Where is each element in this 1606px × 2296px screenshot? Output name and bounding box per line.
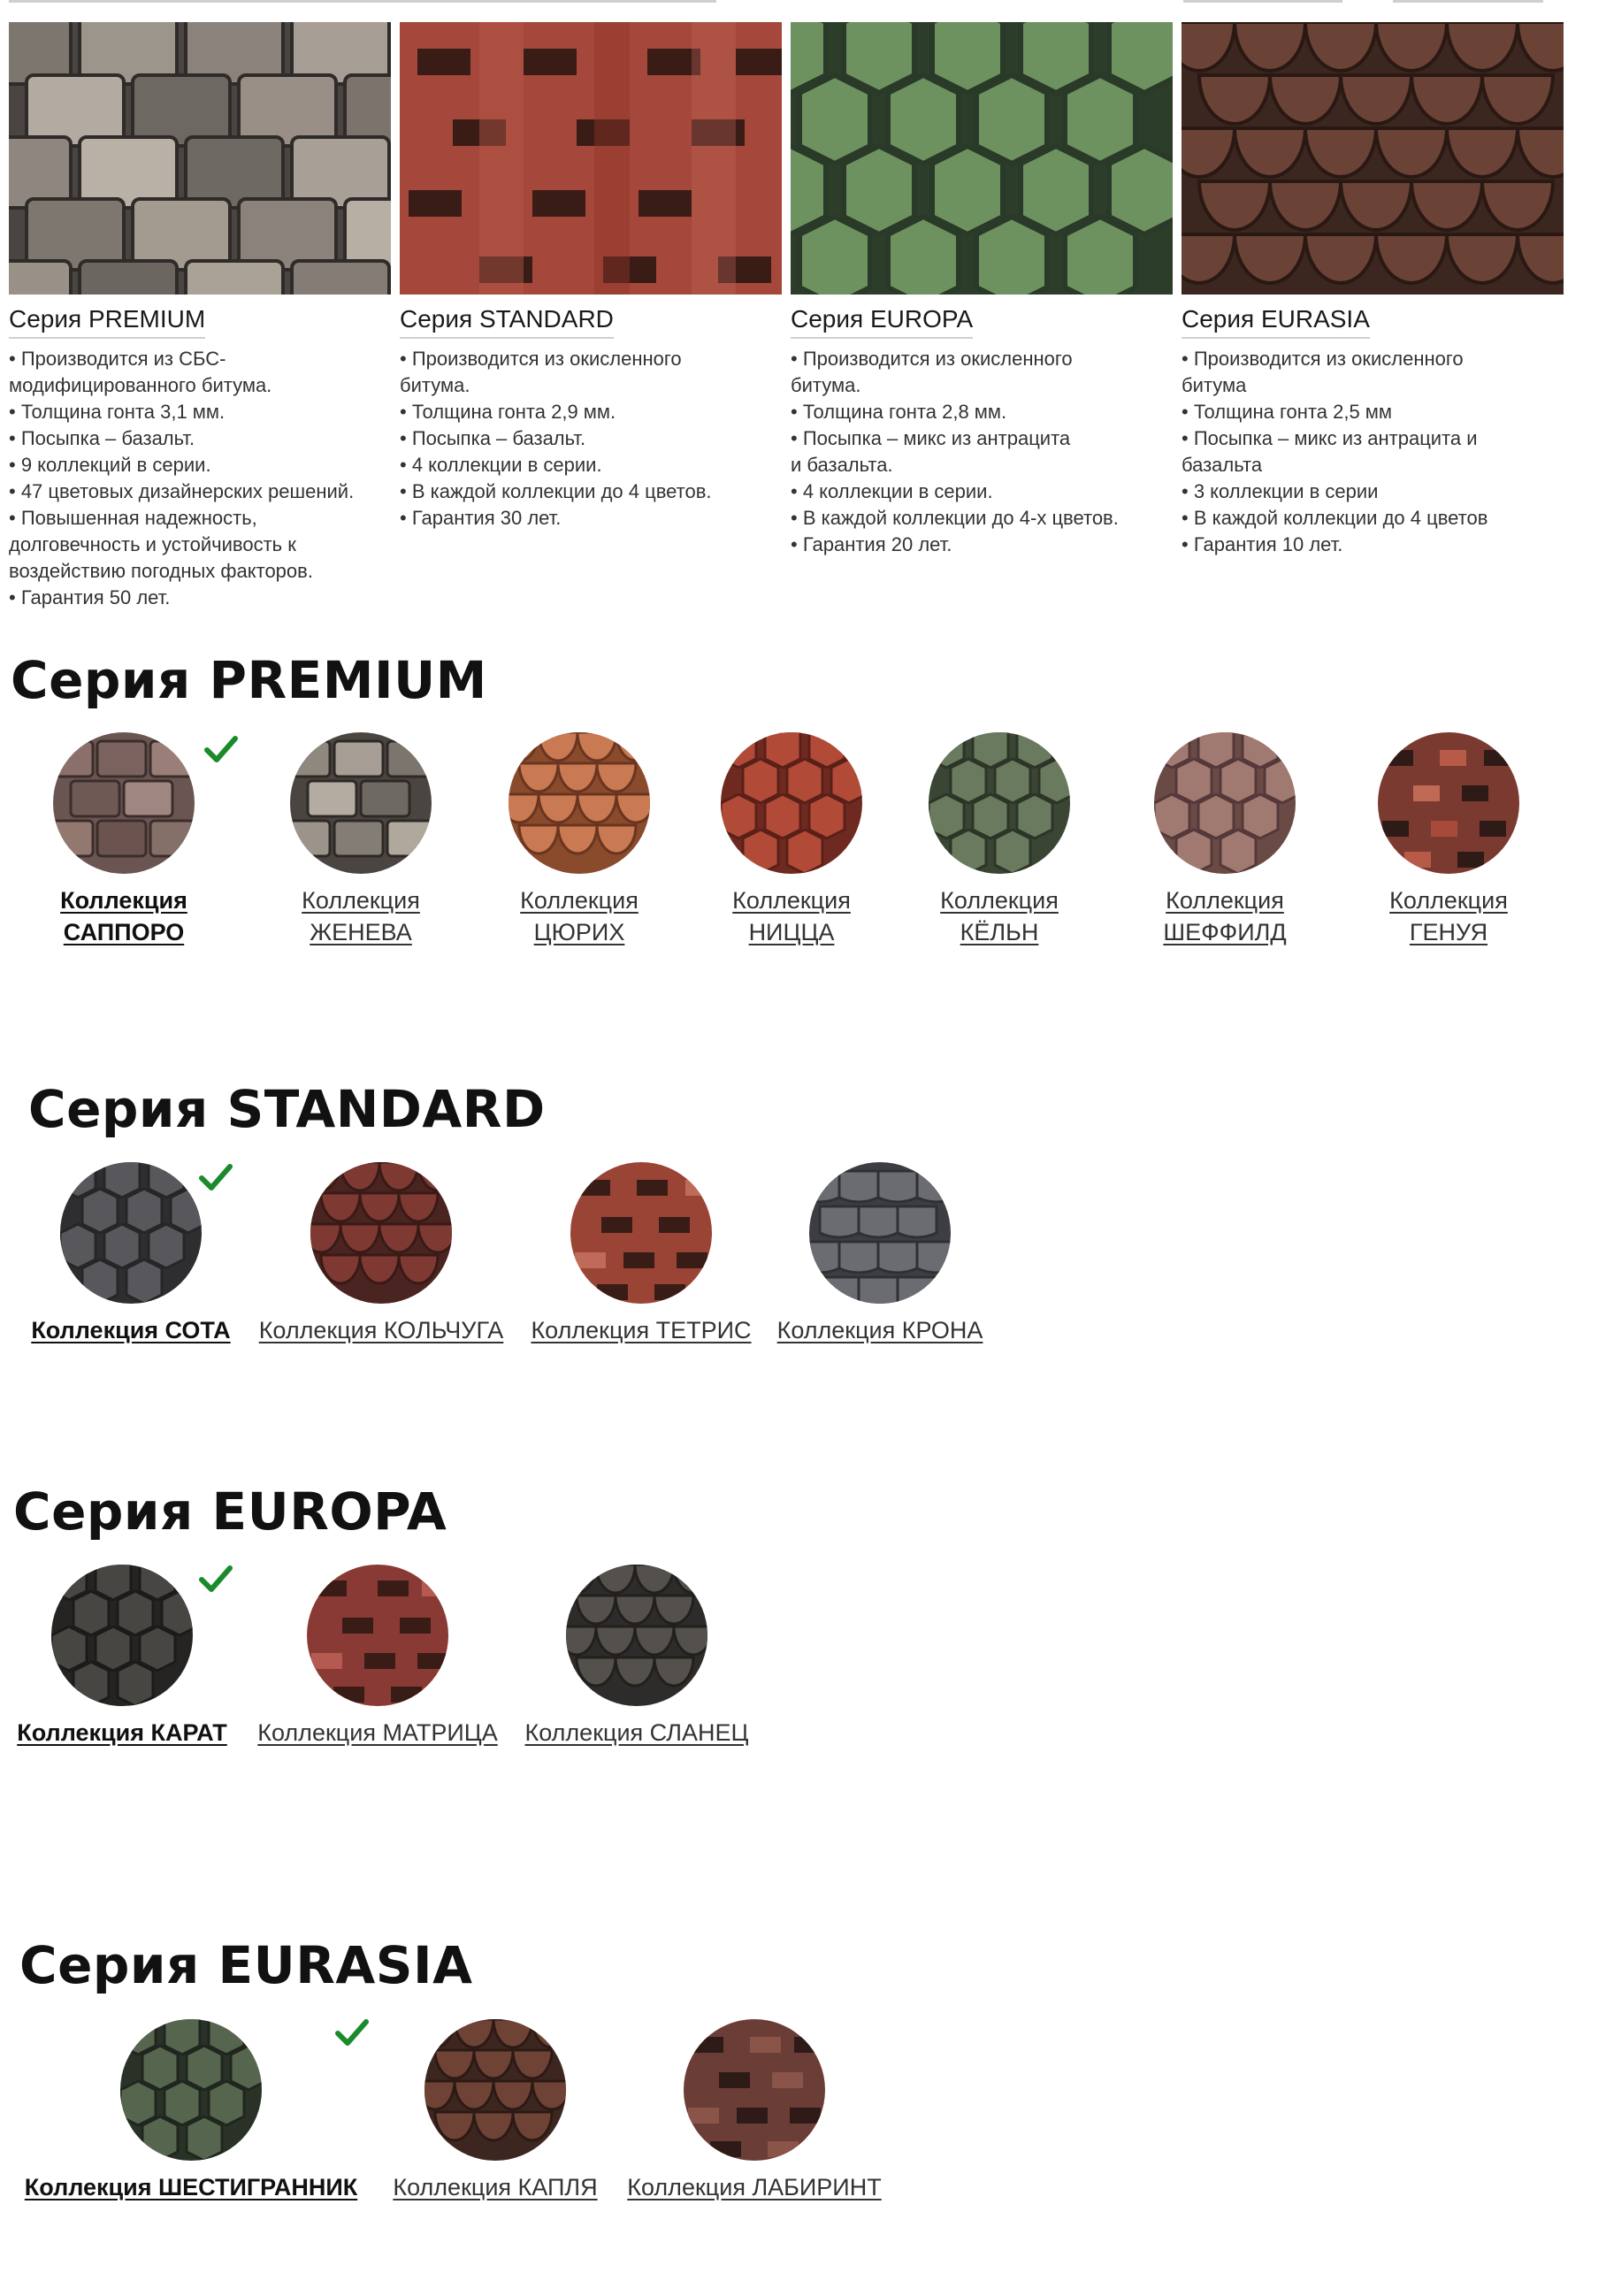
collection-kaplya[interactable] (380, 2019, 610, 2203)
feature-line: • В каждой коллекции до 4 цветов. (400, 480, 712, 502)
collection-label: Коллекция КАПЛЯ (393, 2174, 598, 2200)
collection-label: Коллекция ЖЕНЕВА (302, 887, 420, 945)
card-title-premium[interactable]: Серия PREMIUM (9, 302, 205, 339)
selected-check-icon (203, 734, 239, 764)
card-title-standard[interactable]: Серия STANDARD (400, 302, 614, 339)
collection-label: Коллекция ЛАБИРИНТ (627, 2174, 882, 2200)
genoa-swatch (1378, 732, 1519, 874)
feature-line: • 4 коллекции в серии. (791, 480, 993, 502)
feature-line: • Производится из СБС- (9, 348, 226, 370)
collection-zurich[interactable] (491, 732, 668, 948)
feature-line: • Гарантия 20 лет. (791, 533, 952, 555)
feature-line: битума (1182, 374, 1247, 396)
feature-line: • Толщина гонта 2,8 мм. (791, 401, 1007, 423)
feature-line: • Посыпка – микс из антрацита и (1182, 427, 1478, 449)
card-features-europa (791, 346, 1173, 558)
feature-line: • Посыпка – микс из антрацита (791, 427, 1071, 449)
selected-check-icon (334, 2017, 370, 2047)
feature-line: • Повышенная надежность, (9, 507, 257, 529)
feature-line: • В каждой коллекции до 4 цветов (1182, 507, 1488, 529)
collection-genoa[interactable] (1360, 732, 1537, 948)
feature-line: и базальта. (791, 454, 893, 476)
collection-koln[interactable] (911, 732, 1088, 948)
collection-shestigrannik[interactable] (14, 2019, 368, 2203)
collection-matrica[interactable] (249, 1565, 506, 1749)
collection-geneva[interactable] (272, 732, 449, 948)
karat-swatch (51, 1565, 193, 1706)
feature-line: модифицированного битума. (9, 374, 272, 396)
feature-line: • В каждой коллекции до 4-х цветов. (791, 507, 1119, 529)
shestigrannik-swatch (120, 2019, 262, 2161)
collection-label: Коллекция СЛАНЕЦ (524, 1719, 749, 1746)
koln-swatch (929, 732, 1070, 874)
series-card-standard (400, 22, 782, 532)
kaplya-swatch (424, 2019, 566, 2161)
selected-check-icon (198, 1564, 233, 1594)
section-title-standard: Серия STANDARD (28, 1079, 546, 1139)
feature-line: долговечность и устойчивость к (9, 533, 296, 555)
labirint-swatch (684, 2019, 825, 2161)
feature-line: битума. (400, 374, 470, 396)
collection-labirint[interactable] (622, 2019, 887, 2203)
top-underline-right-a (1183, 0, 1342, 3)
feature-line: • Посыпка – базальт. (400, 427, 586, 449)
feature-line: • Производится из окисленного (791, 348, 1073, 370)
feature-line: • Производится из окисленного (1182, 348, 1464, 370)
collection-label: Коллекция САППОРО (60, 887, 187, 945)
geneva-swatch (290, 732, 432, 874)
feature-line: • Гарантия 10 лет. (1182, 533, 1343, 555)
section-title-eurasia: Серия EURASIA (19, 1935, 473, 1995)
matrica-swatch (307, 1565, 448, 1706)
collection-label: Коллекция ШЕФФИЛД (1163, 887, 1287, 945)
kolchuga-swatch (310, 1162, 452, 1304)
card-features-standard (400, 346, 782, 532)
feature-line: • 4 коллекции в серии. (400, 454, 602, 476)
series-card-premium (9, 22, 391, 611)
slanec-swatch (566, 1565, 707, 1706)
feature-line: • Толщина гонта 2,5 мм (1182, 401, 1393, 423)
eurasia-shingle-photo[interactable] (1182, 22, 1564, 295)
collection-label: Коллекция СОТА (31, 1317, 231, 1343)
feature-line: • Толщина гонта 3,1 мм. (9, 401, 226, 423)
feature-line: воздействию погодных факторов. (9, 560, 313, 582)
collection-label: Коллекция ЦЮРИХ (520, 887, 639, 945)
feature-line: • Толщина гонта 2,9 мм. (400, 401, 616, 423)
premium-shingle-photo[interactable] (9, 22, 391, 295)
collection-nice[interactable] (703, 732, 880, 948)
sheffield-swatch (1154, 732, 1296, 874)
collection-label: Коллекция МАТРИЦА (257, 1719, 498, 1746)
tetris-swatch (570, 1162, 712, 1304)
selected-check-icon (198, 1162, 233, 1192)
collection-label: Коллекция НИЦЦА (732, 887, 851, 945)
collection-krona[interactable] (769, 1162, 990, 1346)
collection-slanec[interactable] (517, 1565, 756, 1749)
collection-sheffield[interactable] (1136, 732, 1313, 948)
collection-label: Коллекция ГЕНУЯ (1389, 887, 1508, 945)
feature-line: базальта (1182, 454, 1263, 476)
feature-line: • Гарантия 50 лет. (9, 586, 171, 608)
standard-shingle-photo[interactable] (400, 22, 782, 295)
zurich-swatch (509, 732, 650, 874)
nice-swatch (721, 732, 862, 874)
feature-line: • Производится из окисленного (400, 348, 682, 370)
card-features-premium (9, 346, 391, 611)
collection-kolchuga[interactable] (253, 1162, 509, 1346)
section-title-europa: Серия EUROPA (13, 1481, 447, 1542)
collection-label: Коллекция ТЕТРИС (531, 1317, 752, 1343)
top-underline-left (9, 0, 716, 3)
card-title-europa[interactable]: Серия EUROPA (791, 302, 973, 339)
series-card-europa (791, 22, 1173, 558)
series-card-eurasia (1182, 22, 1564, 558)
sapporo-swatch (53, 732, 195, 874)
feature-line: • 9 коллекций в серии. (9, 454, 211, 476)
feature-line: • Гарантия 30 лет. (400, 507, 562, 529)
collection-sapporo[interactable] (35, 732, 212, 948)
feature-line: битума. (791, 374, 861, 396)
feature-line: • 47 цветовых дизайнерских решений. (9, 480, 355, 502)
collection-label: Коллекция КЁЛЬН (940, 887, 1059, 945)
collection-tetris[interactable] (529, 1162, 753, 1346)
europa-shingle-photo[interactable] (791, 22, 1173, 295)
series-cards (9, 22, 1601, 624)
collection-label: Коллекция ШЕСТИГРАННИК (24, 2174, 358, 2200)
krona-swatch (809, 1162, 951, 1304)
card-title-eurasia[interactable]: Серия EURASIA (1182, 302, 1370, 339)
collection-label: Коллекция КРОНА (776, 1317, 983, 1343)
sota-swatch (60, 1162, 202, 1304)
collection-label: Коллекция КОЛЬЧУГА (258, 1317, 504, 1343)
feature-line: • 3 коллекции в серии (1182, 480, 1379, 502)
card-features-eurasia (1182, 346, 1564, 558)
section-title-premium: Серия PREMIUM (11, 650, 487, 710)
collection-label: Коллекция КАРАТ (17, 1719, 227, 1746)
top-underline-right-b (1393, 0, 1543, 3)
feature-line: • Посыпка – базальт. (9, 427, 195, 449)
